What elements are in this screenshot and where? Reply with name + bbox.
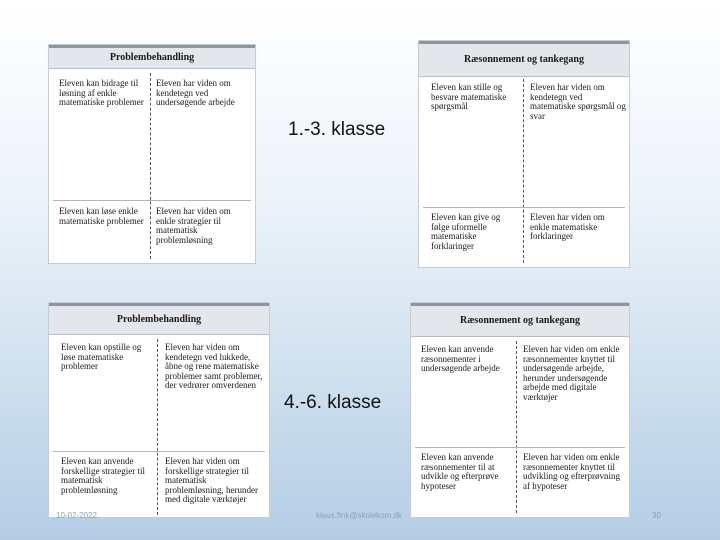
problem-table-1-3-title: Problembehandling — [49, 45, 255, 69]
problem-1-3-r2c1: Eleven kan løse enkle matematiske problemer — [59, 206, 144, 226]
caption-grade-1-3: 1.-3. klasse — [288, 119, 386, 140]
caption-grade-4-6: 4.-6. klasse — [284, 392, 382, 413]
footer-page-number: 30 — [652, 511, 661, 520]
footer-email: klaus.fink@skolekom.dk — [316, 511, 402, 520]
reason-4-6-r1c2: Eleven har viden om enkle ræsonnementer knyttet til undersøgende arbejde, herunder undersøgende arbejde med digitale værktøjer — [523, 344, 620, 402]
problem-table-4-6-title: Problembehandling — [49, 303, 269, 335]
reason-1-3-r1c2: Eleven har viden om kendetegn ved matematiske spørgsmål og svar — [530, 82, 626, 121]
reason-4-6-r2c2: Eleven har viden om enkle ræsonnementer knyttet til udvikling og efterprøvning af hypoteser — [523, 452, 620, 491]
reason-table-4-6 — [410, 302, 630, 518]
problem-4-6-r1c1: Eleven kan opstille og løse matematiske problemer — [61, 342, 142, 371]
reason-table-1-3 — [418, 40, 630, 268]
problem-4-6-r2c1: Eleven kan anvende forskellige strategier til matematisk problemløsning — [61, 456, 145, 495]
reason-4-6-r1c1: Eleven kan anvende ræsonnementer i undersøgende arbejde — [421, 344, 500, 373]
reason-1-3-r2c1: Eleven kan give og følge uformelle matematiske forklaringer — [431, 212, 501, 251]
problem-1-3-r2c2: Eleven har viden om enkle strategier til matematisk problemløsning — [156, 206, 231, 245]
footer-date: 10-02-2022 — [56, 511, 97, 520]
problem-1-3-r1c1: Eleven kan bidrage til løsning af enkle matematiske problemer — [59, 78, 144, 107]
reason-4-6-r2c1: Eleven kan anvende ræsonnementer til at udvikle og efterprøve hypoteser — [421, 452, 499, 491]
reason-table-4-6-title: Ræsonnement og tankegang — [411, 303, 629, 337]
reason-1-3-r2c2: Eleven har viden om enkle matematiske forklaringer — [530, 212, 605, 241]
reason-table-1-3-title: Ræsonnement og tankegang — [419, 41, 629, 77]
problem-1-3-r1c2: Eleven har viden om kendetegn ved undersøgende arbejde — [156, 78, 235, 107]
problem-4-6-r2c2: Eleven har viden om forskellige strategier til matematisk problemløsning, herunder med digitale værktøjer — [165, 456, 258, 504]
reason-1-3-r1c1: Eleven kan stille og besvare matematiske spørgsmål — [431, 82, 507, 111]
problem-4-6-r1c2: Eleven har viden om kendetegn ved lukkede, åbne og rene matematiske problemer samt problemer, der vedrører omverdenen — [165, 342, 263, 390]
problem-table-4-6 — [48, 302, 270, 518]
problem-table-1-3 — [48, 44, 256, 264]
